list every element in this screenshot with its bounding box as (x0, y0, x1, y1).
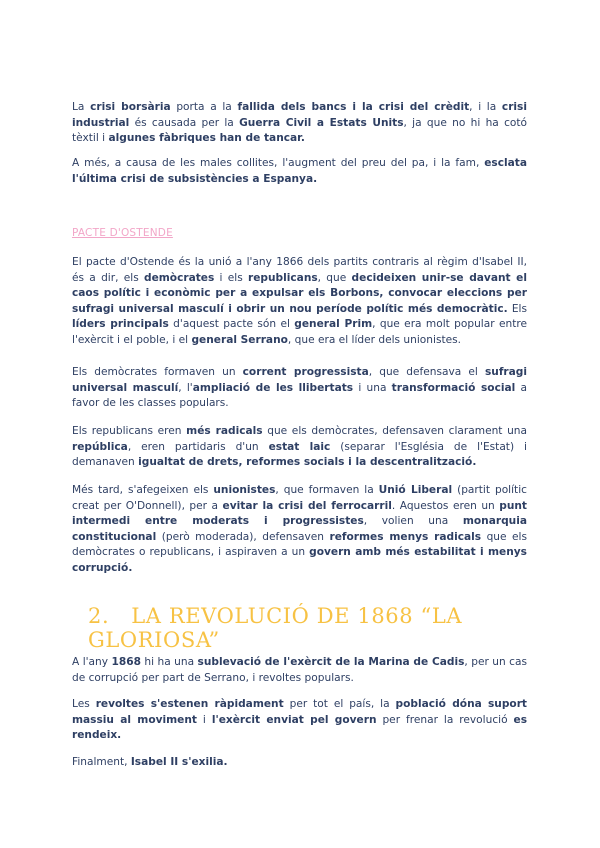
paragraph-uprising (72, 655, 527, 686)
bold-text-run: es rendeix. (72, 713, 528, 742)
text-run: d'aquest pacte són el (168, 318, 295, 331)
text-run: (separar l'Església de l'Estat) i demanaven (72, 440, 527, 469)
text-run: , eren partidaris d'un (127, 440, 269, 453)
bold-text-run: decideixen unir-se davant el caos polític i econòmic per a expulsar els Borbons, convocar eleccions per sufragi universal masculí i obrir un nou període polític més democràtic. (72, 271, 527, 315)
text-run: , l' (178, 381, 193, 394)
subheading-pacte-ostende: PACTE D'OSTENDE (72, 227, 173, 239)
bold-text-run: l'exèrcit enviat pel govern (211, 713, 377, 726)
bold-text-run: igualtat de drets, reformes socials i la descentralització. (138, 456, 477, 469)
bold-text-run: evitar la crisi del ferrocarril (222, 499, 392, 512)
text-run: que els demòcrates, defensaven clarament una (262, 425, 528, 437)
text-run: , que era molt popular entre l'exèrcit i el poble, i el (72, 318, 527, 346)
bold-text-run: crisi industrial (72, 101, 527, 129)
bold-text-run: reformes menys radicals (329, 530, 482, 543)
paragraph-revolts (72, 697, 527, 744)
text-run: , que (317, 271, 352, 284)
text-run: (partit polític creat per O'Donnell), per a (72, 484, 527, 512)
text-run: , que defensava el (368, 366, 485, 378)
bold-text-run: transformació social (391, 381, 516, 394)
bold-text-run: republicans (248, 271, 318, 284)
paragraph-unionists (72, 483, 527, 577)
text-run: és causada per la (129, 116, 240, 129)
text-run: per tot el país, la (283, 698, 396, 710)
paragraph-pacte-ostende (72, 255, 527, 349)
bold-text-run: estat laic (268, 440, 331, 453)
section-number: 2. (88, 604, 110, 628)
bold-text-run: 1868 (111, 656, 141, 668)
bold-text-run: monarquia constitucional (72, 515, 527, 543)
paragraph-democrats (72, 365, 527, 412)
text-run: a favor de les classes populars. (72, 381, 528, 410)
bold-text-run: Guerra Civil a Estats Units (239, 116, 404, 129)
paragraph-economic-crisis (72, 100, 527, 147)
bold-text-run: república (72, 440, 128, 453)
bold-text-run: general Serrano (191, 333, 288, 346)
bold-text-run: unionistes (213, 484, 276, 496)
bold-text-run: població dóna suport massiu al moviment (72, 698, 527, 726)
text-run: porta a la (170, 101, 238, 113)
bold-text-run: esclata l'última crisi de subsistències a Espanya. (72, 157, 527, 185)
text-run: , volien una (363, 515, 463, 528)
section-heading (88, 604, 600, 652)
bold-text-run: crisi borsària (90, 101, 171, 113)
text-run: El pacte d'Ostende és la unió a l'any 1866 dels partits contraris al règim d'Isabel II, és a dir, els (72, 256, 527, 284)
bold-text-run: corrent progressista (242, 366, 369, 378)
text-run: , que formaven la (275, 484, 379, 496)
bold-text-run: govern amb més estabilitat i menys corrupció. (72, 546, 527, 574)
text-run: que els demòcrates o republicans, i aspiraven a un (72, 530, 528, 559)
text-run: , ja que no hi ha cotó tèxtil i (72, 116, 528, 145)
text-run: , que era el líder dels unionistes. (287, 333, 462, 346)
text-run: Finalment, (72, 756, 131, 768)
bold-text-run: líders principals (72, 318, 169, 331)
text-run: Els demòcrates formaven un (72, 366, 243, 378)
text-run: i els (214, 271, 249, 284)
bold-text-run: sufragi universal masculí (72, 366, 528, 394)
text-run: A més, a causa de les males collites, l'augment del preu del pa, i la fam, (72, 157, 485, 169)
bold-text-run: ampliació de les llibertats (192, 381, 354, 394)
bold-text-run: Unió Liberal (378, 484, 453, 496)
text-run: Els republicans eren (72, 425, 187, 437)
bold-text-run: més radicals (186, 425, 263, 437)
text-run: hi ha una (140, 656, 198, 668)
text-run: per frenar la revolució (376, 713, 514, 726)
text-run: Les (72, 698, 96, 710)
bold-text-run: fallida dels bancs i la crisi del crèdit (237, 101, 470, 113)
bold-text-run: punt intermedi entre moderats i progressistes (72, 499, 527, 528)
text-run: , per un cas de corrupció per part de Serrano, i revoltes populars. (72, 656, 527, 684)
bold-text-run: sublevació de l'exèrcit de la Marina de Cadis (197, 656, 465, 668)
text-run: Més tard, s'afegeixen els (72, 484, 214, 496)
text-run: i una (353, 381, 392, 394)
text-run: La (72, 101, 91, 113)
text-run: . Aquestos eren un (391, 499, 500, 512)
bold-text-run: algunes fàbriques han de tancar. (108, 132, 305, 145)
text-run: , i la (469, 101, 502, 113)
text-run: (però moderada), defensaven (156, 530, 330, 543)
paragraph-exile (72, 755, 527, 771)
text-run: i (196, 713, 212, 726)
section-title: LA REVOLUCIÓ DE 1868 “LA GLORIOSA” (88, 604, 463, 652)
bold-text-run: general Prim (294, 318, 373, 331)
text-run: A l'any (72, 656, 112, 668)
paragraph-subsistence-crisis (72, 156, 527, 187)
text-run: Els (507, 302, 527, 315)
bold-text-run: Isabel II s'exilia. (130, 756, 228, 768)
bold-text-run: revoltes s'estenen ràpidament (95, 698, 284, 710)
paragraph-republicans (72, 424, 527, 471)
bold-text-run: demòcrates (143, 271, 215, 284)
